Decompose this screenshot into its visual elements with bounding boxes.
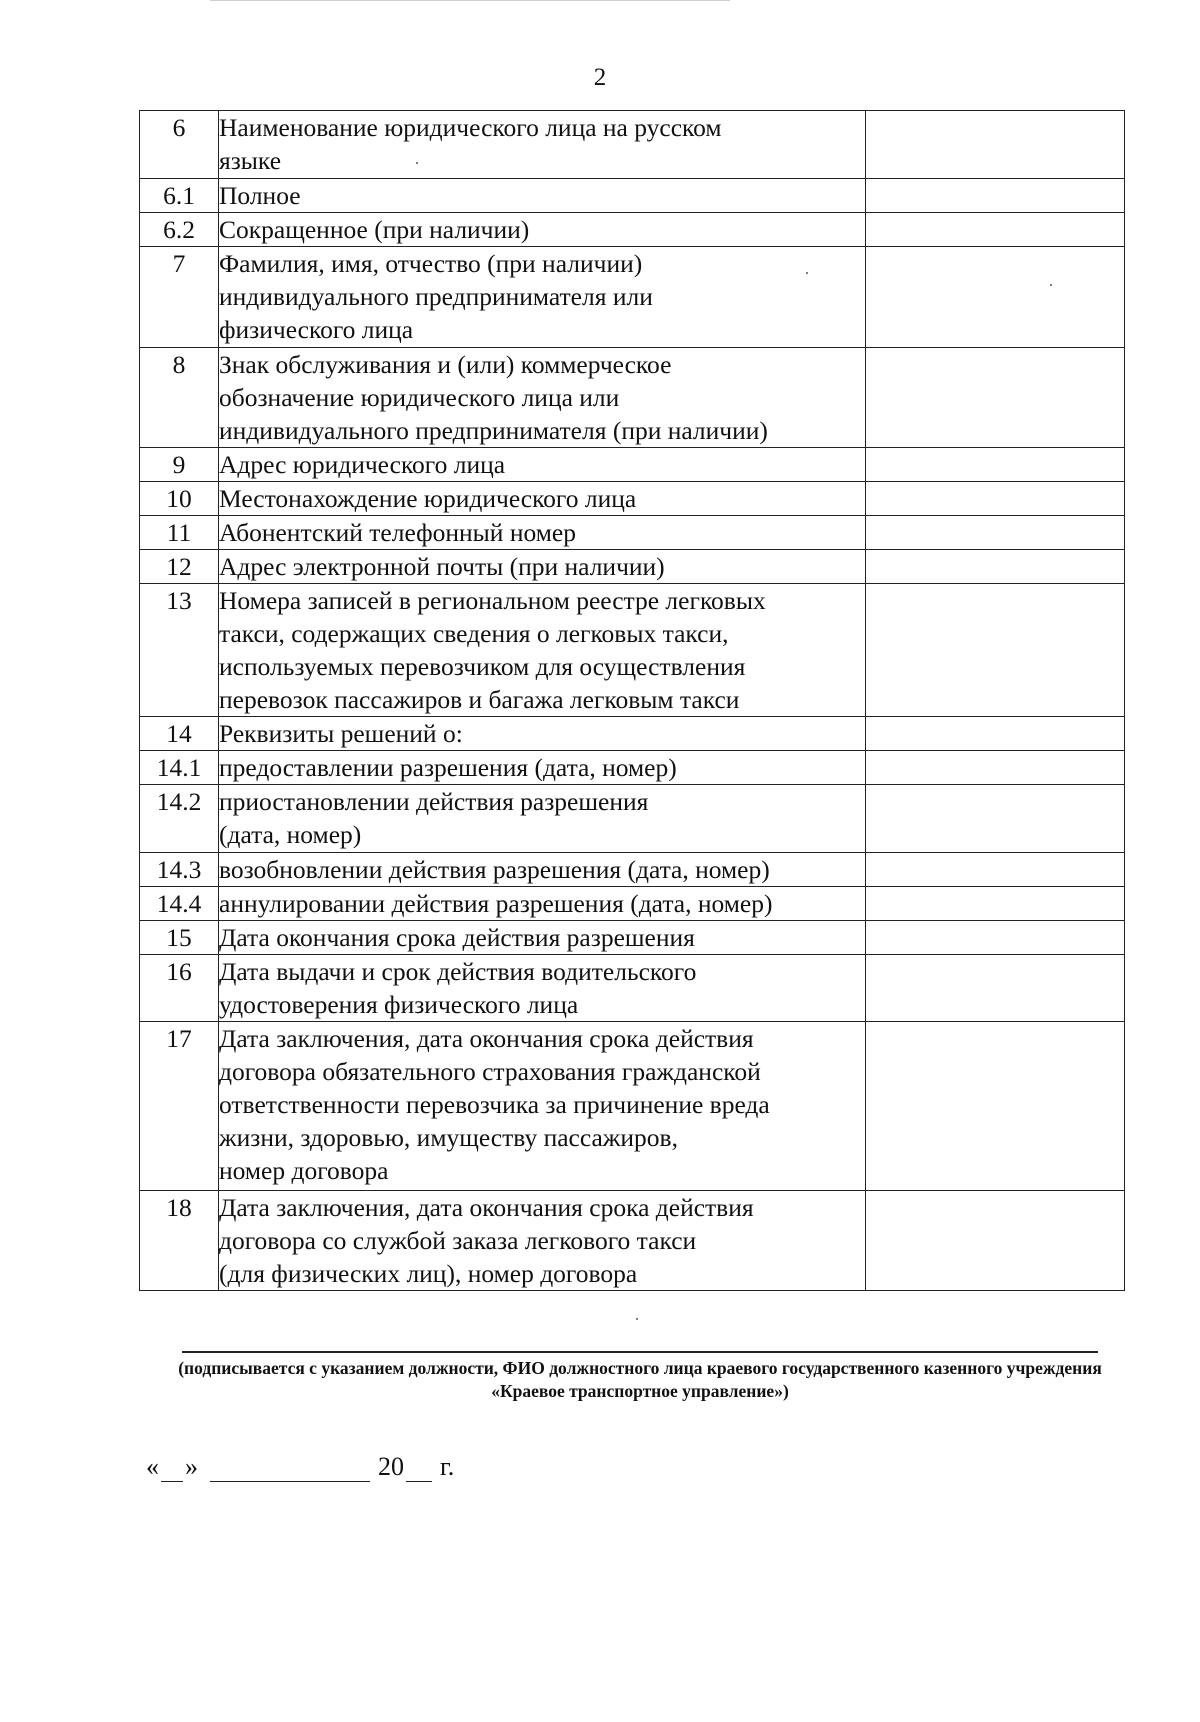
row-description: возобновлении действия разрешения (дата, номер) [219,853,866,887]
row-description: аннулировании действия разрешения (дата, номер) [219,887,866,921]
date-close-quote: » [185,1452,198,1481]
row-value-cell [866,247,1125,348]
row-value-cell [866,584,1125,717]
row-description: предоставлении разрешения (дата, номер) [219,751,866,785]
row-value-cell [866,348,1125,448]
table-row [140,785,1125,853]
row-description: Полное [219,179,866,213]
row-number: 7 [140,247,219,348]
table-row [140,448,1125,482]
row-description: Дата окончания срока действия разрешения [219,921,866,955]
row-value-cell [866,887,1125,921]
row-value-cell [866,213,1125,247]
row-number: 16 [140,955,219,1022]
row-value-cell [866,550,1125,584]
table-row [140,516,1125,550]
row-number: 14.2 [140,785,219,853]
signature-caption: (подписывается с указанием должности, ФИО должностного лица краевого государственного казенного учреждения «Краевое транспортное управление») [178,1358,1102,1401]
row-description: Дата заключения, дата окончания срока действия договора обязательного страхования гражданской ответственности перевозчика за причинение вреда жизни, здоровью, имуществу пассажиров, номер договора [219,1022,866,1191]
row-description: Наименование юридического лица на русском языке [219,111,866,179]
table-row [140,955,1125,1022]
signature-line [182,1351,1098,1353]
scan-edge-line [210,0,730,1]
table-row [140,213,1125,247]
row-number: 14.4 [140,887,219,921]
row-description: Номера записей в региональном реестре легковых такси, содержащих сведения о легковых такси, используемых перевозчиком для осуществления перевозок пассажиров и багажа легковым такси [219,584,866,717]
row-description: Абонентский телефонный номер [219,516,866,550]
row-description: Адрес юридического лица [219,448,866,482]
day-blank[interactable] [161,1457,183,1482]
row-number: 6 [140,111,219,179]
table-row [140,751,1125,785]
row-description: Адрес электронной почты (при наличии) [219,550,866,584]
register-table [139,110,1125,1291]
table-row [140,887,1125,921]
row-description: приостановлении действия разрешения (дата, номер) [219,785,866,853]
row-number: 12 [140,550,219,584]
scan-speck [416,162,418,164]
row-value-cell [866,785,1125,853]
scan-speck [636,1318,638,1320]
table-row [140,179,1125,213]
year-suffix: г. [440,1452,455,1481]
row-value-cell [866,717,1125,751]
row-description: Местонахождение юридического лица [219,482,866,516]
row-description: Сокращенное (при наличии) [219,213,866,247]
row-value-cell [866,751,1125,785]
month-blank[interactable] [210,1457,370,1482]
row-description: Дата выдачи и срок действия водительского удостоверения физического лица [219,955,866,1022]
table-row [140,717,1125,751]
table-row [140,111,1125,179]
row-number: 6.2 [140,213,219,247]
table-row [140,482,1125,516]
row-description: Знак обслуживания и (или) коммерческое обозначение юридического лица или индивидуального предпринимателя (при наличии) [219,348,866,448]
row-number: 10 [140,482,219,516]
row-number: 8 [140,348,219,448]
row-description: Дата заключения, дата окончания срока действия договора со службой заказа легкового такси (для физических лиц), номер договора [219,1191,866,1291]
row-value-cell [866,955,1125,1022]
table-row [140,1022,1125,1191]
row-value-cell [866,516,1125,550]
row-number: 6.1 [140,179,219,213]
table-row [140,921,1125,955]
scan-speck [806,272,808,274]
row-description: Фамилия, имя, отчество (при наличии) индивидуального предпринимателя или физического лица [219,247,866,348]
row-value-cell [866,853,1125,887]
row-value-cell [866,448,1125,482]
table-row [140,1191,1125,1291]
row-number: 13 [140,584,219,717]
page-number: 2 [593,64,607,91]
table-row [140,853,1125,887]
row-value-cell [866,1022,1125,1191]
row-number: 17 [140,1022,219,1191]
table-row [140,550,1125,584]
year-blank[interactable] [406,1457,432,1482]
table-row [140,348,1125,448]
row-number: 14.3 [140,853,219,887]
year-prefix: 20 [378,1452,404,1481]
row-value-cell [866,111,1125,179]
row-value-cell [866,921,1125,955]
row-number: 9 [140,448,219,482]
row-value-cell [866,1191,1125,1291]
row-number: 18 [140,1191,219,1291]
table-row [140,584,1125,717]
row-value-cell [866,482,1125,516]
row-number: 14.1 [140,751,219,785]
row-description: Реквизиты решений о: [219,717,866,751]
date-open-quote: « [146,1452,159,1481]
row-number: 15 [140,921,219,955]
scan-speck [1050,284,1052,286]
table-row [140,247,1125,348]
row-number: 14 [140,717,219,751]
row-value-cell [866,179,1125,213]
date-line [146,1452,454,1482]
row-number: 11 [140,516,219,550]
